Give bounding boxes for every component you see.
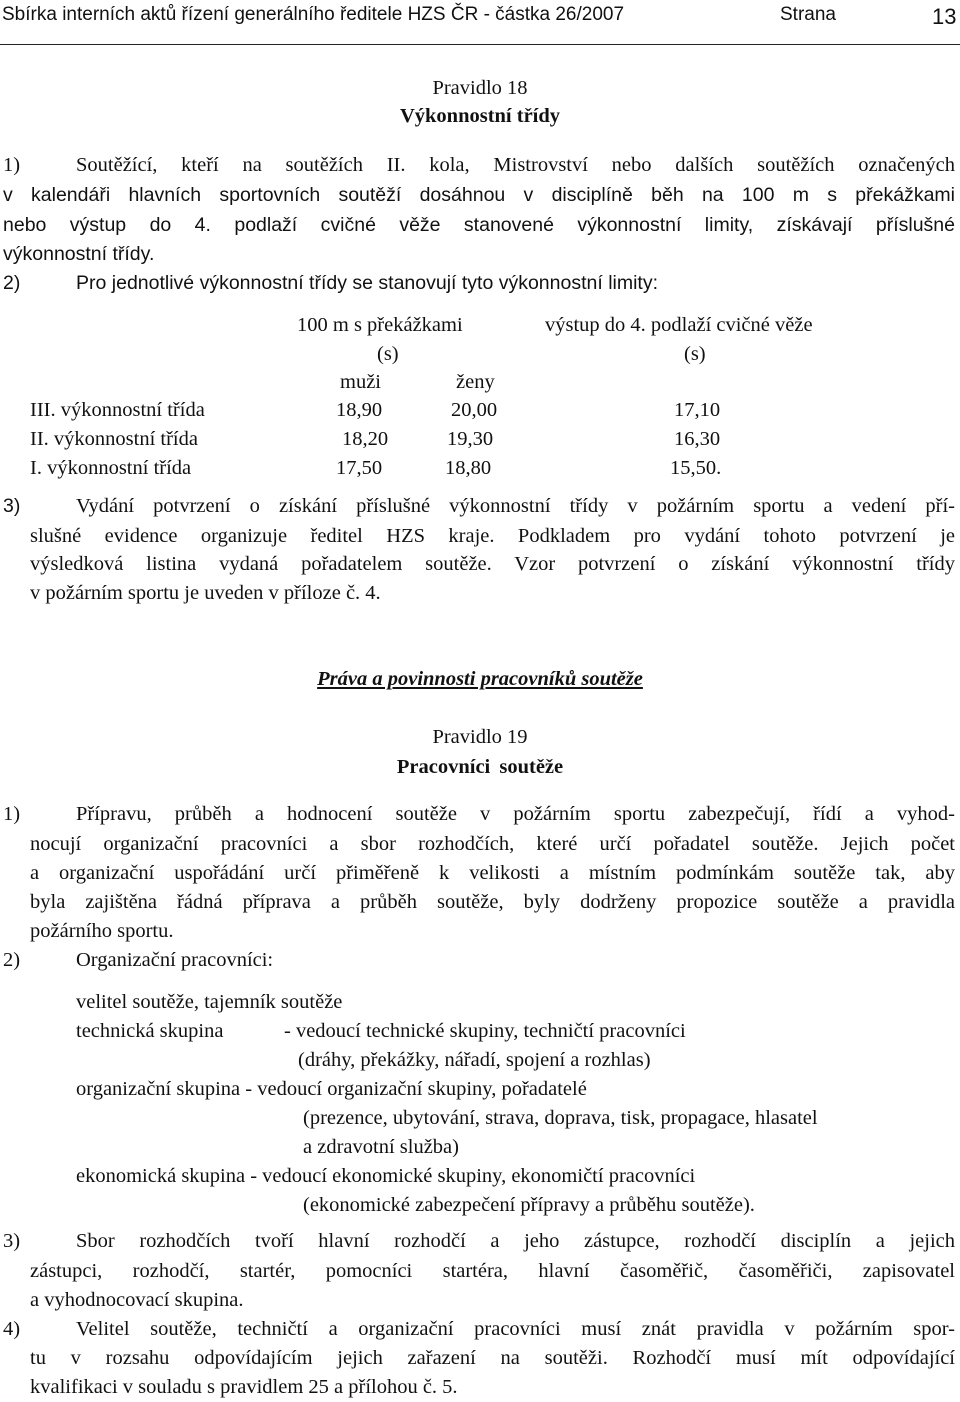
table-row-class: II. výkonnostní třída — [30, 428, 198, 450]
rule18-p1-line2: v kalendáři hlavních sportovních soutěží dosáhnou v disciplíně běh na 100 m s překážkami — [3, 184, 955, 206]
rule18-p3-num: 3) — [3, 495, 21, 517]
staff-group-technical-desc: - vedoucí technické skupiny, techničtí pracovníci — [284, 1020, 686, 1042]
staff-line: velitel soutěže, tajemník soutěže — [76, 991, 343, 1013]
rule19-p3-line2: zástupci, rozhodčí, startér, pomocníci startéra, hlavní časoměřič, časoměřiči, zapisovatel — [30, 1260, 955, 1282]
rule18-title: Pravidlo 18 — [432, 77, 528, 99]
table-cell-women: 19,30 — [447, 428, 494, 450]
staff-line: (ekonomické zabezpečení přípravy a průběhu soutěže). — [303, 1194, 755, 1216]
rule19-p4-line2: tu v rozsahu odpovídajícím jejich zařazení na soutěži. Rozhodčí musí mít odpovídající — [30, 1347, 955, 1369]
rule19-p4-line3: kvalifikaci v souladu s pravidlem 25 a přílohou č. 5. — [30, 1376, 458, 1398]
staff-line: (prezence, ubytování, strava, doprava, tisk, propagace, hlasatel — [303, 1107, 818, 1129]
rule19-title: Pravidlo 19 — [432, 726, 528, 748]
page-header — [0, 0, 960, 44]
col-head-hurdles: 100 m s překážkami — [297, 314, 463, 336]
col-unit-hurdles: (s) — [377, 343, 399, 365]
staff-line: (dráhy, překážky, nářadí, spojení a rozhlas) — [298, 1049, 651, 1071]
staff-group-economic: ekonomická skupina - vedoucí ekonomické skupiny, ekonomičtí pracovníci — [76, 1165, 696, 1187]
rule18-p2-num: 2) — [3, 272, 21, 294]
col-unit-tower: (s) — [684, 343, 706, 365]
rule19-p2-num: 2) — [3, 949, 21, 971]
table-cell-men: 17,50 — [336, 457, 383, 479]
rule19-p3-line3: a vyhodnocovací skupina. — [30, 1289, 244, 1311]
page-number: 13 — [932, 4, 957, 29]
rule18-p1-line4: výkonnostní třídy. — [3, 243, 155, 265]
table-row-class: III. výkonnostní třída — [30, 399, 205, 421]
col-head-tower: výstup do 4. podlaží cvičné věže — [545, 314, 813, 336]
rule19-p1-line4: byla zajištěna řádná příprava a průběh soutěže, byly dodrženy propozice soutěže a pravidla — [30, 891, 955, 913]
table-cell-tower: 16,30 — [674, 428, 721, 450]
rule19-p3-line1: Sbor rozhodčích tvoří hlavní rozhodčí a jeho zástupce, rozhodčí disciplín a jejich — [76, 1230, 955, 1252]
rule19-p4-num: 4) — [3, 1318, 21, 1340]
rule19-subtitle: Pracovníci soutěže — [396, 756, 564, 778]
page-label: Strana — [780, 4, 836, 25]
table-cell-women: 18,80 — [445, 457, 492, 479]
rule18-p1-num: 1) — [3, 154, 21, 176]
table-cell-women: 20,00 — [451, 399, 498, 421]
table-cell-tower: 15,50. — [670, 457, 722, 479]
table-cell-tower: 17,10 — [674, 399, 721, 421]
col-head-men: muži — [340, 371, 381, 393]
table-cell-men: 18,20 — [342, 428, 389, 450]
rule19-p1-line3: a organizační uspořádání určí přiměřeně k velikosti a místním podmínkám soutěže tak, aby — [30, 862, 955, 884]
rule19-p1-line1: Přípravu, průběh a hodnocení soutěže v požárním sportu zabezpečují, řídí a vyhod- — [76, 803, 955, 825]
rule18-p1-line3: nebo výstup do 4. podlaží cvičné věže stanovené výkonnostní limity, získávají příslušné — [3, 214, 955, 236]
rule19-p1-num: 1) — [3, 803, 21, 825]
section-title: Práva a povinnosti pracovníků soutěže — [317, 668, 643, 690]
rule19-p4-line1: Velitel soutěže, techničtí a organizační pracovníci musí znát pravidla v požárním spor- — [76, 1318, 955, 1340]
rule18-p1-line1: Soutěžící, kteří na soutěžích II. kola, Mistrovství nebo dalších soutěžích označených — [76, 154, 955, 176]
table-row-class: I. výkonnostní třída — [30, 457, 192, 479]
header-title: Sbírka interních aktů řízení generálního ředitele HZS ČR - částka 26/2007 — [2, 4, 625, 25]
staff-line: a zdravotní služba) — [303, 1136, 459, 1158]
staff-group-organization: organizační skupina - vedoucí organizační skupiny, pořadatelé — [76, 1078, 587, 1100]
header-rule — [0, 44, 960, 45]
col-head-women: ženy — [456, 371, 495, 393]
rule19-p3-num: 3) — [3, 1230, 21, 1252]
rule18-p3-line2: slušné evidence organizuje ředitel HZS kraje. Podkladem pro vydání tohoto potvrzení je — [30, 525, 955, 547]
rule19-p2-text: Organizační pracovníci: — [76, 949, 274, 971]
rule18-p3-line3: výsledková listina vydaná pořadatelem soutěže. Vzor potvrzení o získání výkonnostní třídy — [30, 553, 955, 575]
rule18-subtitle: Výkonnostní třídy — [399, 105, 561, 127]
rule18-p3-line1: Vydání potvrzení o získání příslušné výkonnostní třídy v požárním sportu a vedení pří- — [76, 495, 955, 517]
rule19-p1-line5: požárního sportu. — [30, 920, 174, 942]
rule19-p1-line2: nocují organizační pracovníci a sbor rozhodčích, které určí pořadatel soutěže. Jejich počet — [30, 833, 955, 855]
rule18-p3-line4: v požárním sportu je uveden v příloze č. 4. — [30, 582, 381, 604]
table-cell-men: 18,90 — [336, 399, 383, 421]
staff-group-technical: technická skupina — [76, 1020, 224, 1042]
rule18-p2-text: Pro jednotlivé výkonnostní třídy se stanovují tyto výkonnostní limity: — [76, 272, 659, 294]
